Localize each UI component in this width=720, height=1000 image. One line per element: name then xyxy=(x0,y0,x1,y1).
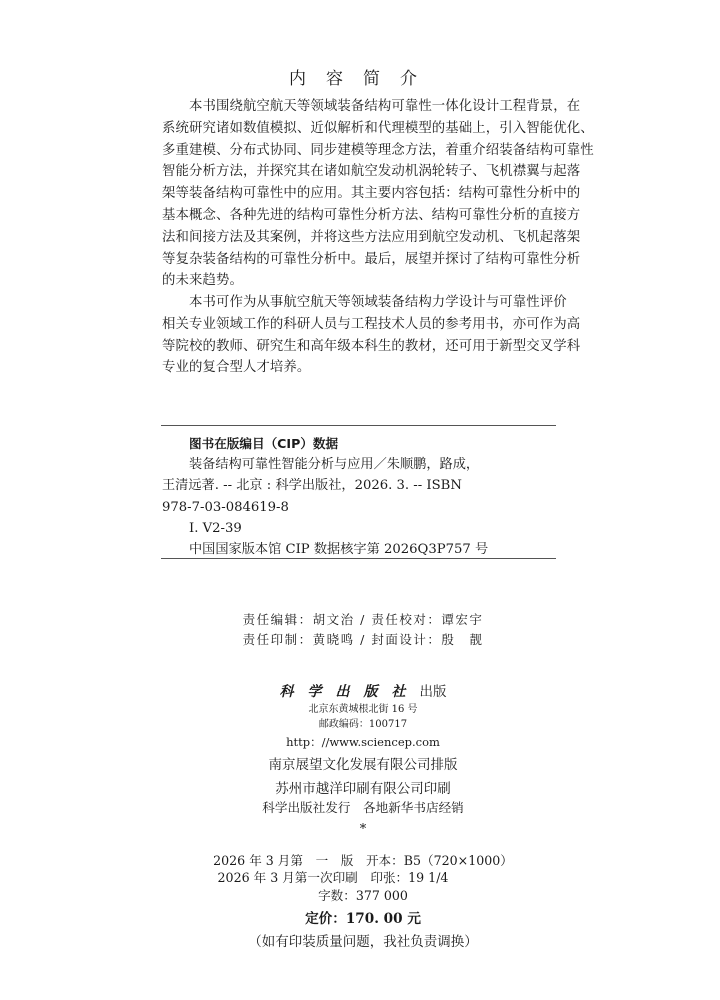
text-line: 架等装备结构可靠性中的应用。其主要内容包括：结构可靠性分析中的 xyxy=(162,186,581,202)
printing-line: 2026 年 3 月第一次印刷 印张：19 1/4 xyxy=(217,870,449,885)
publisher-line xyxy=(0,680,720,701)
staff-editors: 责任编辑：胡文治 / 责任校对：谭宏宇 xyxy=(242,612,484,627)
intro-paragraph-2 xyxy=(162,292,581,379)
text-line: 多重建模、分布式协同、同步建模等理念方法，着重介绍装备结构可靠性 xyxy=(162,142,594,158)
text-line: 本书围绕航空航天等领域装备结构可靠性一体化设计工程背景，在 xyxy=(162,99,581,114)
text-line: 法和间接方法及其案例，并将这些方法应用到航空发动机、飞机起落架 xyxy=(162,229,581,245)
publisher-website[interactable]: http：//www.sciencep.com xyxy=(286,735,440,749)
publisher-address: 北京东黄城根北街 16 号 xyxy=(308,704,418,715)
cip-classification: Ⅰ. V2-39 xyxy=(189,520,242,536)
publish-label: 出版 xyxy=(419,684,447,700)
cip-bottom-rule xyxy=(161,558,556,559)
text-line: 等院校的教师、研究生和高年级本科生的教材，还可用于新型交叉学科 xyxy=(162,338,581,354)
text-line: 本书可作为从事航空航天等领域装备结构力学设计与可靠性评价 xyxy=(162,295,567,310)
staff-production: 责任印制：黄晓鸣 / 封面设计：殷 靓 xyxy=(242,632,484,647)
text-line: 系统研究诸如数值模拟、近似解析和代理模型的基础上，引入智能优化、 xyxy=(162,120,594,136)
price: 定价：170. 00 元 xyxy=(305,911,421,927)
cip-block xyxy=(162,433,488,560)
text-line: 基本概念、各种先进的结构可靠性分析方法、结构可靠性分析的直接方 xyxy=(162,207,581,223)
text-line: 相关专业领域工作的科研人员与工程技术人员的参考用书，亦可作为高 xyxy=(162,316,581,332)
cip-isbn: 978-7-03-084619-8 xyxy=(162,499,289,515)
cip-top-rule xyxy=(161,425,556,426)
cip-publisher-line: 王清远著. -- 北京 : 科学出版社，2026. 3. -- ISBN xyxy=(162,478,462,494)
text-line: 智能分析方法，并探究其在诸如航空发动机涡轮转子、飞机襟翼与起落 xyxy=(162,164,581,180)
distribution: 科学出版社发行 各地新华书店经销 xyxy=(262,800,464,815)
intro-title: 内容简介 xyxy=(289,69,437,89)
cip-title-line: 装备结构可靠性智能分析与应用／朱顺鹏，路成， xyxy=(189,457,480,473)
word-count: 字数：377 000 xyxy=(318,888,408,903)
publisher-postcode: 邮政编码：100717 xyxy=(318,719,408,730)
cip-heading: 图书在版编目（CIP）数据 xyxy=(189,436,339,451)
text-line: 专业的复合型人才培养。 xyxy=(162,360,311,376)
text-line: 的未来趋势。 xyxy=(162,273,243,289)
separator-asterisk: * xyxy=(359,822,367,837)
typesetter: 南京展望文化发展有限公司排版 xyxy=(268,757,458,773)
edition-line: 2026 年 3 月第 一 版 开本：B5（720×1000） xyxy=(213,853,513,868)
publisher-logo: 科学出版社 xyxy=(279,684,420,700)
text-line: 等复杂装备结构的可靠性分析中。最后，展望并探讨了结构可靠性分析 xyxy=(162,251,581,267)
intro-paragraph-1 xyxy=(162,96,594,292)
printer: 苏州市越洋印刷有限公司印刷 xyxy=(275,781,451,797)
quality-notice: （如有印装质量问题，我社负责调换） xyxy=(248,934,478,950)
cip-record-number: 中国国家版本馆 CIP 数据核字第 2026Q3P757 号 xyxy=(189,542,489,558)
